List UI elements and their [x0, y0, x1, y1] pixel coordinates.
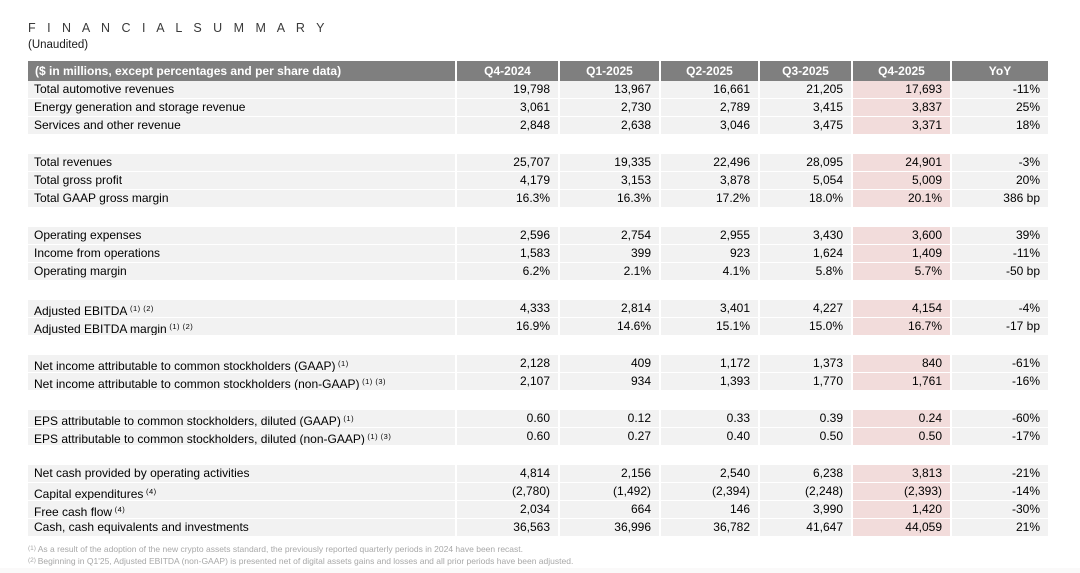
column-header-yoy: YoY	[950, 61, 1048, 81]
table-row	[28, 99, 1048, 116]
value-cell: 16.3%	[558, 190, 659, 207]
value-cell: 3,153	[558, 172, 659, 189]
row-label: Total revenues	[28, 154, 455, 171]
row-label: Total gross profit	[28, 172, 455, 189]
value-cell: 0.60	[455, 428, 558, 445]
value-cell: 19,798	[455, 81, 558, 98]
table-row	[28, 355, 1048, 372]
value-cell: 0.40	[659, 428, 758, 445]
value-cell: 3,401	[659, 300, 758, 317]
value-cell: -61%	[950, 355, 1048, 372]
value-cell: 0.50	[758, 428, 851, 445]
table-header-row	[28, 61, 1048, 81]
value-cell: (2,248)	[758, 483, 851, 500]
value-cell: 28,095	[758, 154, 851, 171]
value-cell: 934	[558, 373, 659, 390]
value-cell: -21%	[950, 465, 1048, 482]
value-cell: -30%	[950, 501, 1048, 518]
value-cell: 0.60	[455, 410, 558, 427]
value-cell: 3,813	[851, 465, 950, 482]
value-cell: 36,563	[455, 519, 558, 536]
value-cell: -4%	[950, 300, 1048, 317]
value-cell: 386 bp	[950, 190, 1048, 207]
footnote-marker: (4)	[143, 487, 157, 496]
table-row	[28, 428, 1048, 445]
footnote-marker: (1) (2)	[127, 304, 154, 313]
value-cell: 3,837	[851, 99, 950, 116]
table-row	[28, 81, 1048, 98]
value-cell: 5,054	[758, 172, 851, 189]
value-cell: -17 bp	[950, 318, 1048, 335]
value-cell: 21%	[950, 519, 1048, 536]
value-cell: 1,420	[851, 501, 950, 518]
footnote-marker: (1)	[340, 414, 355, 423]
value-cell: 36,996	[558, 519, 659, 536]
value-cell: 16.3%	[455, 190, 558, 207]
value-cell: 3,990	[758, 501, 851, 518]
table-row	[28, 465, 1048, 482]
value-cell: 664	[558, 501, 659, 518]
footnote-marker: (2)	[28, 557, 38, 564]
table-row	[28, 245, 1048, 262]
value-cell: 17.2%	[659, 190, 758, 207]
value-cell: 1,624	[758, 245, 851, 262]
footnote-marker: (4)	[112, 505, 126, 514]
row-label: Operating expenses	[28, 227, 455, 244]
row-label: Adjusted EBITDA $^{(1) (2)}$	[28, 300, 455, 317]
value-cell: -3%	[950, 154, 1048, 171]
table-row	[28, 501, 1048, 518]
value-cell: 20.1%	[851, 190, 950, 207]
value-cell: 0.12	[558, 410, 659, 427]
value-cell: 4.1%	[659, 263, 758, 280]
value-cell: 0.50	[851, 428, 950, 445]
value-cell: 6.2%	[455, 263, 558, 280]
row-label: Net cash provided by operating activities	[28, 465, 455, 482]
value-cell: 18.0%	[758, 190, 851, 207]
value-cell: 0.24	[851, 410, 950, 427]
value-cell: 19,335	[558, 154, 659, 171]
section-spacer	[28, 446, 1048, 465]
row-label: Net income attributable to common stockholders (GAAP) $^{(1)}$	[28, 355, 455, 372]
value-cell: 2,156	[558, 465, 659, 482]
value-cell: 2,789	[659, 99, 758, 116]
footnote: $^{(2)}$ Beginning in Q1'25, Adjusted EBITDA (non-GAAP) is presented net of digital assets gains and losses and all prior periods have been adjusted.	[28, 556, 574, 566]
footnote-marker: (1) (3)	[359, 377, 386, 386]
value-cell: 3,046	[659, 117, 758, 134]
footnote-marker: (1)	[28, 545, 38, 552]
column-header-q4-2025: Q4-2025	[851, 61, 950, 81]
footnote-marker: (1)	[335, 359, 349, 368]
page-subtitle: (Unaudited)	[28, 39, 89, 51]
value-cell: -11%	[950, 245, 1048, 262]
value-cell: 399	[558, 245, 659, 262]
value-cell: 1,770	[758, 373, 851, 390]
table-row	[28, 154, 1048, 171]
section-spacer	[28, 208, 1048, 227]
page-title: F I N A N C I A L S U M M A R Y	[28, 21, 329, 35]
section-spacer	[28, 281, 1048, 300]
value-cell: 36,782	[659, 519, 758, 536]
value-cell: 4,814	[455, 465, 558, 482]
value-cell: -11%	[950, 81, 1048, 98]
value-cell: 15.0%	[758, 318, 851, 335]
value-cell: 4,333	[455, 300, 558, 317]
table-row	[28, 190, 1048, 207]
value-cell: 146	[659, 501, 758, 518]
value-cell: 0.33	[659, 410, 758, 427]
table-body	[28, 81, 1048, 536]
value-cell: 2,128	[455, 355, 558, 372]
value-cell: (2,780)	[455, 483, 558, 500]
value-cell: 16.9%	[455, 318, 558, 335]
table-row	[28, 373, 1048, 390]
row-label: Net income attributable to common stockholders (non-GAAP) $^{(1) (3)}$	[28, 373, 455, 390]
value-cell: 3,061	[455, 99, 558, 116]
table-row	[28, 410, 1048, 427]
value-cell: 1,172	[659, 355, 758, 372]
value-cell: 2,034	[455, 501, 558, 518]
row-label: Total GAAP gross margin	[28, 190, 455, 207]
value-cell: (2,393)	[851, 483, 950, 500]
value-cell: 5.8%	[758, 263, 851, 280]
value-cell: 41,647	[758, 519, 851, 536]
row-label: Services and other revenue	[28, 117, 455, 134]
row-label: Energy generation and storage revenue	[28, 99, 455, 116]
value-cell: 2,730	[558, 99, 659, 116]
financial-summary-table	[28, 61, 1048, 537]
value-cell: 24,901	[851, 154, 950, 171]
table-row	[28, 483, 1048, 500]
value-cell: 14.6%	[558, 318, 659, 335]
value-cell: 6,238	[758, 465, 851, 482]
value-cell: 1,761	[851, 373, 950, 390]
row-label: Capital expenditures $^{(4)}$	[28, 483, 455, 500]
value-cell: 3,878	[659, 172, 758, 189]
value-cell: -50 bp	[950, 263, 1048, 280]
value-cell: 3,415	[758, 99, 851, 116]
footnote-marker: (1) (3)	[364, 432, 392, 441]
value-cell: 2,638	[558, 117, 659, 134]
value-cell: 15.1%	[659, 318, 758, 335]
value-cell: 18%	[950, 117, 1048, 134]
value-cell: 3,600	[851, 227, 950, 244]
row-label: Free cash flow $^{(4)}$	[28, 501, 455, 518]
value-cell: 1,583	[455, 245, 558, 262]
table-header-units-label: ($ in millions, except percentages and per share data)	[35, 64, 342, 78]
value-cell: 3,371	[851, 117, 950, 134]
page-bottom-edge	[0, 568, 1080, 573]
column-header-q2-2025: Q2-2025	[659, 61, 758, 81]
value-cell: 2,814	[558, 300, 659, 317]
value-cell: -60%	[950, 410, 1048, 427]
value-cell: 2,754	[558, 227, 659, 244]
table-row	[28, 318, 1048, 335]
value-cell: 5,009	[851, 172, 950, 189]
footnote: $^{(1)}$ As a result of the adoption of the new crypto assets standard, the previously reported quarterly periods in 2024 have been recast.	[28, 544, 524, 554]
table-row	[28, 300, 1048, 317]
value-cell: 16.7%	[851, 318, 950, 335]
value-cell: 1,409	[851, 245, 950, 262]
value-cell: 0.27	[558, 428, 659, 445]
value-cell: 3,430	[758, 227, 851, 244]
value-cell: 4,154	[851, 300, 950, 317]
row-label: Total automotive revenues	[28, 81, 455, 98]
value-cell: (1,492)	[558, 483, 659, 500]
value-cell: -16%	[950, 373, 1048, 390]
value-cell: (2,394)	[659, 483, 758, 500]
value-cell: 2.1%	[558, 263, 659, 280]
value-cell: 0.39	[758, 410, 851, 427]
value-cell: 2,848	[455, 117, 558, 134]
section-spacer	[28, 336, 1048, 355]
value-cell: 1,393	[659, 373, 758, 390]
value-cell: 5.7%	[851, 263, 950, 280]
row-label: EPS attributable to common stockholders, diluted (GAAP) $^{(1)}$	[28, 410, 455, 427]
table-row	[28, 227, 1048, 244]
table-row	[28, 519, 1048, 536]
value-cell: 25%	[950, 99, 1048, 116]
section-spacer	[28, 135, 1048, 154]
value-cell: 2,540	[659, 465, 758, 482]
value-cell: -14%	[950, 483, 1048, 500]
row-label: Operating margin	[28, 263, 455, 280]
value-cell: 840	[851, 355, 950, 372]
value-cell: -17%	[950, 428, 1048, 445]
table-row	[28, 172, 1048, 189]
value-cell: 2,107	[455, 373, 558, 390]
value-cell: 20%	[950, 172, 1048, 189]
column-header-q3-2025: Q3-2025	[758, 61, 851, 81]
value-cell: 22,496	[659, 154, 758, 171]
value-cell: 923	[659, 245, 758, 262]
value-cell: 409	[558, 355, 659, 372]
column-header-q1-2025: Q1-2025	[558, 61, 659, 81]
footnotes	[28, 543, 1028, 567]
value-cell: 2,596	[455, 227, 558, 244]
value-cell: 39%	[950, 227, 1048, 244]
column-header-q4-2024: Q4-2024	[455, 61, 558, 81]
value-cell: 2,955	[659, 227, 758, 244]
section-spacer	[28, 391, 1048, 410]
footnote-marker: (1) (2)	[166, 322, 194, 331]
value-cell: 3,475	[758, 117, 851, 134]
row-label: EPS attributable to common stockholders, diluted (non-GAAP) $^{(1) (3)}$	[28, 428, 455, 445]
table-row	[28, 263, 1048, 280]
row-label: Cash, cash equivalents and investments	[28, 519, 455, 536]
value-cell: 1,373	[758, 355, 851, 372]
value-cell: 16,661	[659, 81, 758, 98]
value-cell: 13,967	[558, 81, 659, 98]
row-label: Adjusted EBITDA margin $^{(1) (2)}$	[28, 318, 455, 335]
row-label: Income from operations	[28, 245, 455, 262]
value-cell: 17,693	[851, 81, 950, 98]
value-cell: 44,059	[851, 519, 950, 536]
value-cell: 4,227	[758, 300, 851, 317]
table-row	[28, 117, 1048, 134]
value-cell: 21,205	[758, 81, 851, 98]
value-cell: 4,179	[455, 172, 558, 189]
value-cell: 25,707	[455, 154, 558, 171]
